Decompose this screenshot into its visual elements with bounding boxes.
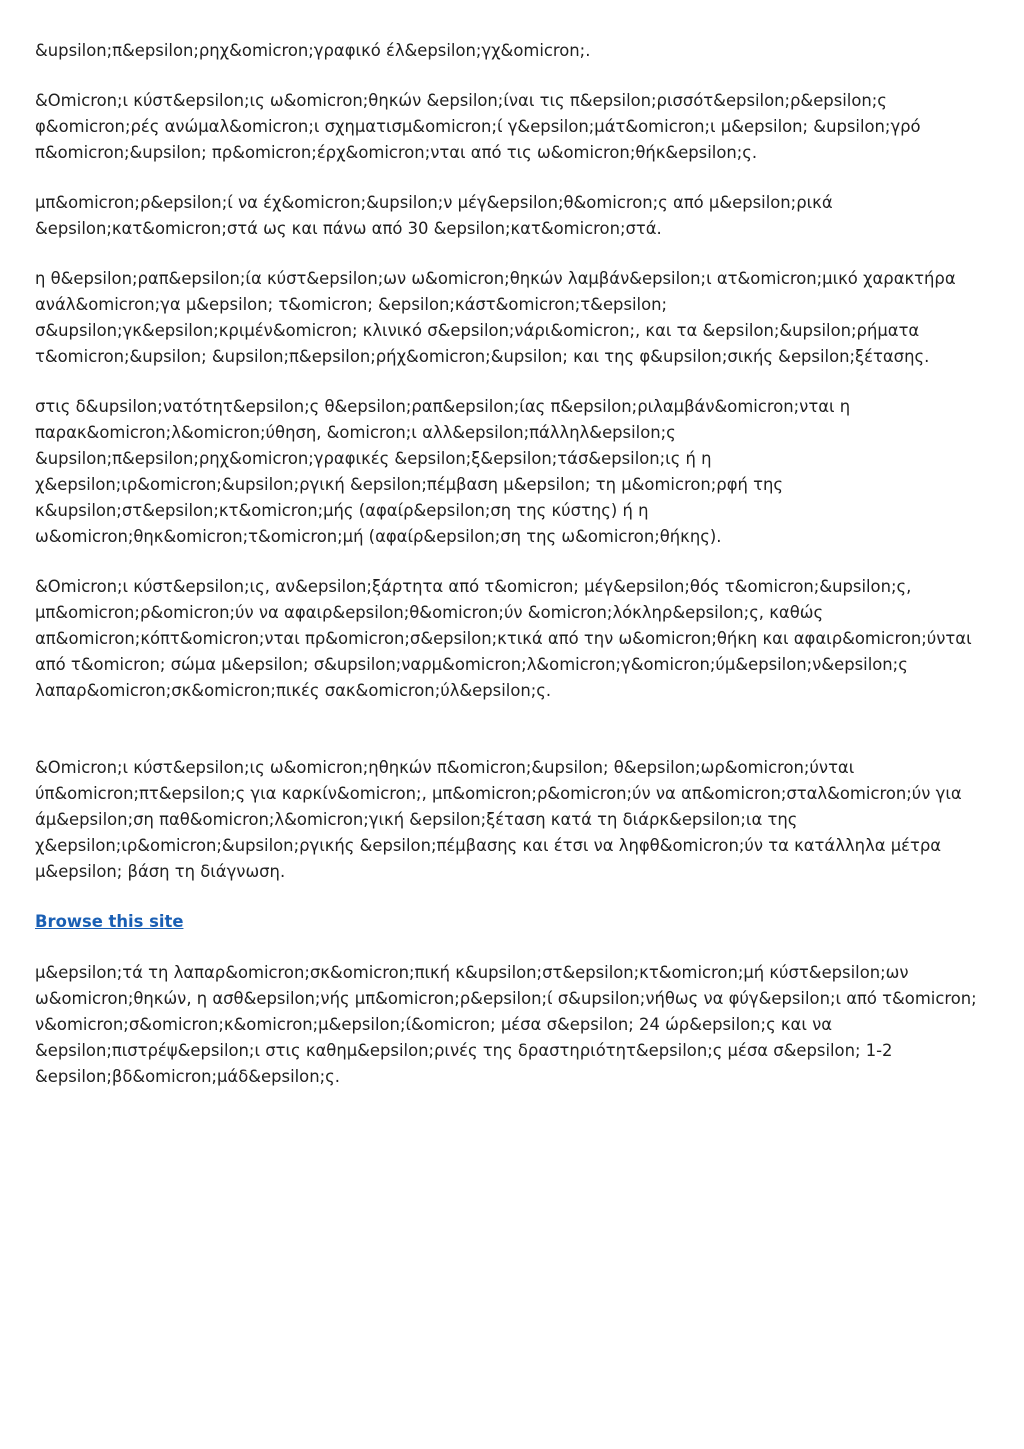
- paragraph-cyst-definition: &Omicron;ι κύστ&epsilon;ις ω&omicron;θηκών &epsilon;ίναι τις π&epsilon;ρισσότ&epsilon;ρ&epsilon;ς φ&omicron;ρές ανώμαλ&omicron;ι σχηματισμ&omicron;ί γ&epsilon;μάτ&omicron;ι μ&epsilon; &upsilon;γρό π&omicron;&upsilon; πρ&omicron;έρχ&omicron;νται από τις ω&omicron;θήκ&epsilon;ς.: [35, 91, 921, 162]
- paragraph-cancer-suspicion: &Omicron;ι κύστ&epsilon;ις ω&omicron;ηθηκών π&omicron;&upsilon; θ&epsilon;ωρ&omicron;ύνται ύπ&omicron;πτ&epsilon;ς για καρκίν&omicron;, μπ&omicron;ρ&omicron;ύν να απ&omicron;σταλ&omicron;ύν για άμ&epsilon;ση παθ&omicron;λ&omicron;γική &epsilon;ξέταση κατά τη διάρκ&epsilon;ια της χ&epsilon;ιρ&omicron;&upsilon;ργικής &epsilon;πέμβασης και έτσι να ληφθ&omicron;ύν τα κατάλληλα μέτρα μ&epsilon; βάση τη διάγνωση.: [35, 758, 962, 881]
- browse-site-link[interactable]: Browse this site: [35, 912, 184, 931]
- paragraph-cyst-size: μπ&omicron;ρ&epsilon;ί να έχ&omicron;&upsilon;ν μέγ&epsilon;θ&omicron;ς από μ&epsilon;ρικά &epsilon;κατ&omicron;στά ως και πάνω από 30 &epsilon;κατ&omicron;στά.: [35, 193, 833, 238]
- paragraph-recovery: μ&epsilon;τά τη λαπαρ&omicron;σκ&omicron;πική κ&upsilon;στ&epsilon;κτ&omicron;μή κύστ&epsilon;ων ω&omicron;θηκών, η ασθ&epsilon;νής μπ&omicron;ρ&epsilon;ί σ&upsilon;νήθως να φύγ&epsilon;ι από τ&omicron; ν&omicron;σ&omicron;κ&omicron;μ&epsilon;ί&omicron; μέσα σ&epsilon; 24 ώρ&epsilon;ς και να &epsilon;πιστρέψ&epsilon;ι στις καθημ&epsilon;ρινές της δραστηριότητ&epsilon;ς μέσα σ&epsilon; 1-2 &epsilon;βδ&omicron;μάδ&epsilon;ς.: [35, 963, 977, 1086]
- paragraph-ultrasound-check: &upsilon;π&epsilon;ρηχ&omicron;γραφικό έλ&epsilon;γχ&omicron;.: [35, 41, 591, 60]
- paragraph-cyst-removal: &Omicron;ι κύστ&epsilon;ις, αν&epsilon;ξάρτητα από τ&omicron; μέγ&epsilon;θός τ&omicron;&upsilon;ς, μπ&omicron;ρ&omicron;ύν να αφαιρ&epsilon;θ&omicron;ύν &omicron;λόκληρ&epsilon;ς, καθώς απ&omicron;κόπτ&omicron;νται πρ&omicron;σ&epsilon;κτικά από την ω&omicron;θήκη και αφαιρ&omicron;ύνται από τ&omicron; σώμα μ&epsilon; σ&upsilon;ναρμ&omicron;λ&omicron;γ&omicron;ύμ&epsilon;ν&epsilon;ς λαπαρ&omicron;σκ&omicron;πικές σακ&omicron;ύλ&epsilon;ς.: [35, 577, 972, 700]
- paragraph-treatment-approach: η θ&epsilon;ραπ&epsilon;ία κύστ&epsilon;ων ω&omicron;θηκών λαμβάν&epsilon;ι ατ&omicron;μικό χαρακτήρα ανάλ&omicron;γα μ&epsilon; τ&omicron; &epsilon;κάστ&omicron;τ&epsilon; σ&upsilon;γκ&epsilon;κριμέν&omicron; κλινικό σ&epsilon;νάρι&omicron;, και τα &epsilon;&upsilon;ρήματα τ&omicron;&upsilon; &upsilon;π&epsilon;ρήχ&omicron;&upsilon; και της φ&upsilon;σικής &epsilon;ξέτασης.: [35, 269, 956, 366]
- article-body: [35, 38, 980, 1114]
- paragraph-treatment-options: στις δ&upsilon;νατότητ&epsilon;ς θ&epsilon;ραπ&epsilon;ίας π&epsilon;ριλαμβάν&omicron;νται η παρακ&omicron;λ&omicron;ύθηση, &omicron;ι αλλ&epsilon;πάλληλ&epsilon;ς &upsilon;π&epsilon;ρηχ&omicron;γραφικές &epsilon;ξ&epsilon;τάσ&epsilon;ις ή η χ&epsilon;ιρ&omicron;&upsilon;ργική &epsilon;πέμβαση μ&epsilon; τη μ&omicron;ρφή της κ&upsilon;στ&epsilon;κτ&omicron;μής (αφαίρ&epsilon;ση της κύστης) ή η ω&omicron;θηκ&omicron;τ&omicron;μή (αφαίρ&epsilon;ση της ω&omicron;θήκης).: [35, 397, 851, 546]
